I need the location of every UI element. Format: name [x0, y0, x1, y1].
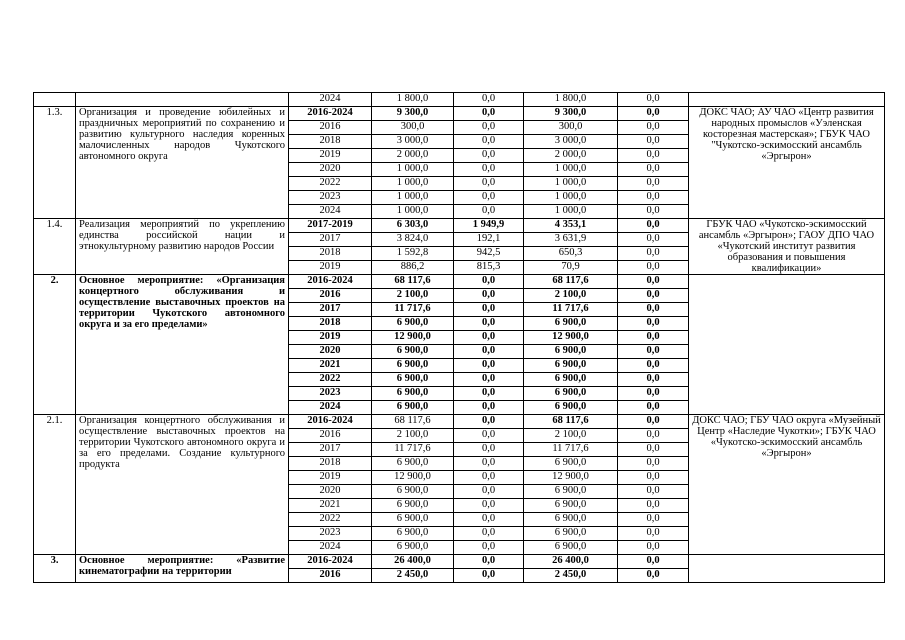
executor-cell [689, 275, 885, 415]
value-cell: 68 117,6 [524, 275, 618, 289]
value-cell: 0,0 [618, 373, 689, 387]
value-cell: 12 900,0 [524, 471, 618, 485]
value-cell: 11 717,6 [372, 303, 454, 317]
value-cell: 0,0 [618, 205, 689, 219]
value-cell: 886,2 [372, 261, 454, 275]
table-row [34, 107, 885, 121]
table-row [34, 93, 885, 107]
value-cell: 942,5 [454, 247, 524, 261]
value-cell: 0,0 [454, 163, 524, 177]
executor-cell: ДОКС ЧАО; ГБУ ЧАО округа «Музейный Центр «Наследие Чукотки»; ГБУК ЧАО «Чукотско-эскимосский ансамбль «Эргырон» [689, 415, 885, 555]
value-cell: 0,0 [454, 275, 524, 289]
number-cell: 1.3. [34, 107, 76, 219]
value-cell: 2 000,0 [524, 149, 618, 163]
value-cell: 0,0 [454, 415, 524, 429]
value-cell: 3 631,9 [524, 233, 618, 247]
value-cell: 3 000,0 [372, 135, 454, 149]
value-cell: 6 900,0 [524, 345, 618, 359]
year-cell: 2022 [289, 513, 372, 527]
value-cell: 0,0 [618, 163, 689, 177]
value-cell: 6 900,0 [372, 485, 454, 499]
year-cell: 2019 [289, 149, 372, 163]
year-cell: 2024 [289, 93, 372, 107]
year-cell: 2018 [289, 247, 372, 261]
value-cell: 68 117,6 [372, 415, 454, 429]
value-cell: 6 900,0 [372, 373, 454, 387]
value-cell: 0,0 [454, 135, 524, 149]
value-cell: 1 000,0 [524, 177, 618, 191]
year-cell: 2017 [289, 233, 372, 247]
value-cell: 12 900,0 [372, 471, 454, 485]
value-cell: 6 900,0 [524, 527, 618, 541]
value-cell: 6 900,0 [524, 317, 618, 331]
value-cell: 0,0 [454, 331, 524, 345]
value-cell: 68 117,6 [524, 415, 618, 429]
year-cell: 2020 [289, 345, 372, 359]
value-cell: 300,0 [372, 121, 454, 135]
description-cell: Основное мероприятие: «Организация концертного обслуживания и осуществление выставочных проектов на территории Чукотского автономного округа и за его пределами» [76, 275, 289, 415]
value-cell: 0,0 [454, 317, 524, 331]
value-cell: 0,0 [618, 247, 689, 261]
value-cell: 0,0 [618, 555, 689, 569]
value-cell: 0,0 [454, 485, 524, 499]
year-cell: 2020 [289, 163, 372, 177]
value-cell: 0,0 [618, 345, 689, 359]
year-cell: 2019 [289, 471, 372, 485]
table-body [34, 93, 885, 583]
executor-cell [689, 555, 885, 583]
value-cell: 0,0 [618, 443, 689, 457]
value-cell: 0,0 [618, 331, 689, 345]
number-cell: 2.1. [34, 415, 76, 555]
value-cell: 6 303,0 [372, 219, 454, 233]
value-cell: 0,0 [618, 317, 689, 331]
value-cell: 2 450,0 [524, 569, 618, 583]
value-cell: 6 900,0 [372, 345, 454, 359]
value-cell: 0,0 [454, 93, 524, 107]
value-cell: 1 000,0 [524, 163, 618, 177]
executor-cell [689, 93, 885, 107]
value-cell: 6 900,0 [372, 401, 454, 415]
year-cell: 2022 [289, 177, 372, 191]
year-cell: 2017 [289, 443, 372, 457]
value-cell: 0,0 [454, 387, 524, 401]
value-cell: 0,0 [618, 219, 689, 233]
value-cell: 0,0 [454, 471, 524, 485]
year-cell: 2024 [289, 205, 372, 219]
value-cell: 0,0 [454, 527, 524, 541]
value-cell: 1 949,9 [454, 219, 524, 233]
year-cell: 2016-2024 [289, 275, 372, 289]
value-cell: 1 592,8 [372, 247, 454, 261]
value-cell: 192,1 [454, 233, 524, 247]
value-cell: 1 000,0 [524, 191, 618, 205]
executor-cell: ДОКС ЧАО; АУ ЧАО «Центр развития народных промыслов «Уэленская косторезная мастерская»; ГБУК ЧАО "Чукотско-эскимосский ансамбль «Эргырон» [689, 107, 885, 219]
year-cell: 2018 [289, 317, 372, 331]
year-cell: 2016-2024 [289, 555, 372, 569]
year-cell: 2020 [289, 485, 372, 499]
year-cell: 2016-2024 [289, 415, 372, 429]
year-cell: 2023 [289, 387, 372, 401]
description-cell: Организация и проведение юбилейных и праздничных мероприятий по сохранению и развитию культурного наследия коренных малочисленных народов Чукотского автономного округа [76, 107, 289, 219]
value-cell: 2 100,0 [524, 429, 618, 443]
value-cell: 1 000,0 [524, 205, 618, 219]
value-cell: 0,0 [454, 107, 524, 121]
value-cell: 0,0 [618, 415, 689, 429]
value-cell: 0,0 [618, 135, 689, 149]
value-cell: 3 000,0 [524, 135, 618, 149]
value-cell: 815,3 [454, 261, 524, 275]
value-cell: 0,0 [454, 555, 524, 569]
value-cell: 0,0 [618, 107, 689, 121]
value-cell: 1 000,0 [372, 163, 454, 177]
value-cell: 6 900,0 [372, 317, 454, 331]
number-cell: 2. [34, 275, 76, 415]
value-cell: 0,0 [618, 303, 689, 317]
value-cell: 650,3 [524, 247, 618, 261]
value-cell: 2 000,0 [372, 149, 454, 163]
value-cell: 0,0 [618, 177, 689, 191]
year-cell: 2021 [289, 359, 372, 373]
value-cell: 0,0 [618, 541, 689, 555]
year-cell: 2024 [289, 401, 372, 415]
value-cell: 9 300,0 [372, 107, 454, 121]
value-cell: 0,0 [454, 205, 524, 219]
value-cell: 0,0 [618, 471, 689, 485]
executor-cell: ГБУК ЧАО «Чукотско-эскимосский ансамбль «Эргырон»; ГАОУ ДПО ЧАО «Чукотский институт развития образования и повышения квалификации» [689, 219, 885, 275]
value-cell: 1 800,0 [372, 93, 454, 107]
value-cell: 6 900,0 [372, 499, 454, 513]
value-cell: 0,0 [454, 499, 524, 513]
value-cell: 0,0 [454, 303, 524, 317]
value-cell: 0,0 [454, 149, 524, 163]
value-cell: 6 900,0 [372, 541, 454, 555]
table-row [34, 275, 885, 289]
value-cell: 2 100,0 [372, 289, 454, 303]
table-row [34, 219, 885, 233]
program-table [33, 92, 885, 583]
year-cell: 2016 [289, 429, 372, 443]
description-cell: Организация концертного обслуживания и осуществление выставочных проектов на территории Чукотского автономного округа и за его пределами. Создание культурного продукта [76, 415, 289, 555]
value-cell: 0,0 [454, 569, 524, 583]
value-cell: 0,0 [454, 457, 524, 471]
value-cell: 0,0 [454, 289, 524, 303]
value-cell: 1 000,0 [372, 205, 454, 219]
value-cell: 2 100,0 [524, 289, 618, 303]
year-cell: 2019 [289, 261, 372, 275]
value-cell: 0,0 [618, 121, 689, 135]
value-cell: 6 900,0 [372, 527, 454, 541]
year-cell: 2016 [289, 121, 372, 135]
value-cell: 0,0 [618, 387, 689, 401]
value-cell: 0,0 [454, 345, 524, 359]
value-cell: 6 900,0 [524, 485, 618, 499]
value-cell: 6 900,0 [524, 359, 618, 373]
value-cell: 6 900,0 [524, 499, 618, 513]
year-cell: 2021 [289, 499, 372, 513]
value-cell: 6 900,0 [372, 387, 454, 401]
value-cell: 11 717,6 [372, 443, 454, 457]
value-cell: 1 800,0 [524, 93, 618, 107]
description-cell: Реализация мероприятий по укреплению единства российской нации и этнокультурному развитию народов России [76, 219, 289, 275]
value-cell: 1 000,0 [372, 191, 454, 205]
table-row [34, 555, 885, 569]
number-cell [34, 93, 76, 107]
value-cell: 0,0 [618, 93, 689, 107]
value-cell: 6 900,0 [524, 387, 618, 401]
year-cell: 2022 [289, 373, 372, 387]
value-cell: 0,0 [454, 401, 524, 415]
year-cell: 2019 [289, 331, 372, 345]
value-cell: 0,0 [454, 177, 524, 191]
value-cell: 6 900,0 [524, 541, 618, 555]
value-cell: 0,0 [454, 121, 524, 135]
year-cell: 2018 [289, 457, 372, 471]
value-cell: 300,0 [524, 121, 618, 135]
value-cell: 0,0 [618, 233, 689, 247]
value-cell: 0,0 [618, 569, 689, 583]
value-cell: 0,0 [618, 401, 689, 415]
value-cell: 0,0 [618, 457, 689, 471]
value-cell: 0,0 [618, 499, 689, 513]
table-row [34, 415, 885, 429]
year-cell: 2023 [289, 191, 372, 205]
number-cell: 3. [34, 555, 76, 583]
year-cell: 2024 [289, 541, 372, 555]
value-cell: 6 900,0 [372, 457, 454, 471]
value-cell: 0,0 [618, 261, 689, 275]
value-cell: 68 117,6 [372, 275, 454, 289]
value-cell: 0,0 [454, 429, 524, 443]
value-cell: 3 824,0 [372, 233, 454, 247]
value-cell: 0,0 [618, 485, 689, 499]
value-cell: 12 900,0 [372, 331, 454, 345]
value-cell: 6 900,0 [524, 457, 618, 471]
year-cell: 2017-2019 [289, 219, 372, 233]
year-cell: 2016-2024 [289, 107, 372, 121]
value-cell: 1 000,0 [372, 177, 454, 191]
value-cell: 0,0 [618, 191, 689, 205]
value-cell: 0,0 [454, 191, 524, 205]
value-cell: 6 900,0 [524, 513, 618, 527]
value-cell: 0,0 [618, 289, 689, 303]
value-cell: 0,0 [618, 527, 689, 541]
value-cell: 12 900,0 [524, 331, 618, 345]
year-cell: 2016 [289, 569, 372, 583]
year-cell: 2017 [289, 303, 372, 317]
value-cell: 0,0 [618, 429, 689, 443]
value-cell: 0,0 [454, 359, 524, 373]
value-cell: 0,0 [454, 443, 524, 457]
value-cell: 0,0 [618, 149, 689, 163]
value-cell: 26 400,0 [524, 555, 618, 569]
value-cell: 6 900,0 [372, 359, 454, 373]
year-cell: 2023 [289, 527, 372, 541]
value-cell: 0,0 [454, 541, 524, 555]
value-cell: 6 900,0 [524, 401, 618, 415]
value-cell: 11 717,6 [524, 303, 618, 317]
value-cell: 70,9 [524, 261, 618, 275]
description-cell [76, 93, 289, 107]
value-cell: 0,0 [454, 513, 524, 527]
year-cell: 2018 [289, 135, 372, 149]
value-cell: 2 100,0 [372, 429, 454, 443]
number-cell: 1.4. [34, 219, 76, 275]
value-cell: 0,0 [618, 513, 689, 527]
value-cell: 6 900,0 [524, 373, 618, 387]
value-cell: 0,0 [618, 359, 689, 373]
year-cell: 2016 [289, 289, 372, 303]
value-cell: 11 717,6 [524, 443, 618, 457]
value-cell: 4 353,1 [524, 219, 618, 233]
value-cell: 6 900,0 [372, 513, 454, 527]
value-cell: 0,0 [454, 373, 524, 387]
description-cell: Основное мероприятие: «Развитие кинематографии на территории [76, 555, 289, 583]
value-cell: 9 300,0 [524, 107, 618, 121]
value-cell: 0,0 [618, 275, 689, 289]
value-cell: 2 450,0 [372, 569, 454, 583]
value-cell: 26 400,0 [372, 555, 454, 569]
